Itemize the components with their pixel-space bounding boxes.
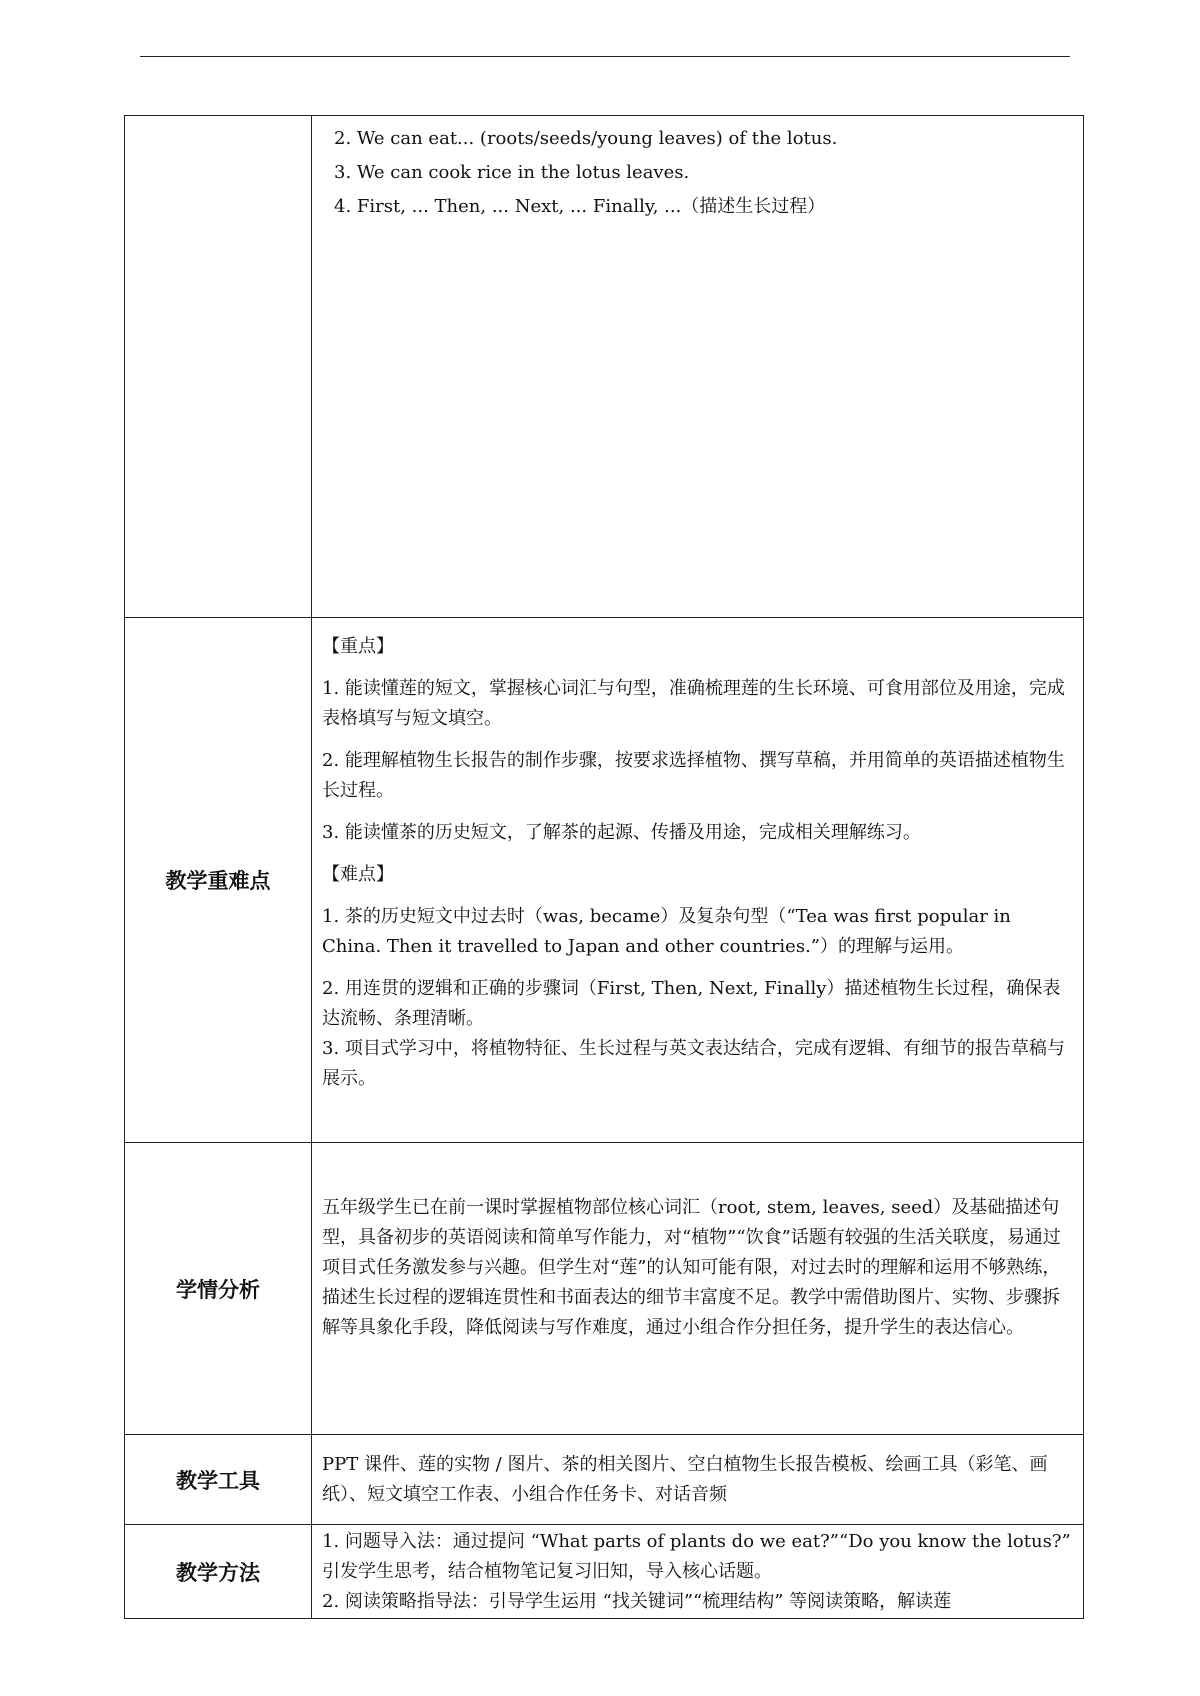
analysis-text: 五年级学生已在前一课时掌握植物部位核心词汇（root, stem, leaves, seed）及基础描述句型，具备初步的英语阅读和简单写作能力，对“植物”“饮食”话题有较强的生活关联度，易通过项目式任务激发参与兴趣。但学生对“莲”的认知可能有限，对过去时的理解和运用不够熟练，描述生长过程的逻辑连贯性和书面表达的细节丰富度不足。教学中需借助图片、实物、步骤拆解等具象化手段，降低阅读与写作难度，通过小组合作分担任务，提升学生的表达信心。: [322, 1197, 1061, 1338]
method-line: 1. 问题导入法：通过提问 “What parts of plants do we eat?”“Do you know the lotus?” 引发学生思考，结合植物笔记复习旧知，导入核心话题。: [322, 1531, 1071, 1582]
table-row-key-points: [125, 618, 1084, 1143]
table-row-analysis: [125, 1143, 1084, 1435]
zhongdian-item: 1. 能读懂莲的短文，掌握核心词汇与句型，准确梳理莲的生长环境、可食用部位及用途，完成表格填写与短文填空。: [322, 678, 1065, 729]
sentence-line: 3. We can cook rice in the lotus leaves.: [334, 162, 690, 183]
table-row-sentences: [125, 116, 1084, 618]
methods-cell: [312, 1525, 1084, 1619]
tools-text: PPT 课件、莲的实物 / 图片、茶的相关图片、空白植物生长报告模板、绘画工具（彩笔、画纸）、短文填空工作表、小组合作任务卡、对话音频: [322, 1453, 1048, 1505]
zhongdian-item: 3. 能读懂茶的历史短文，了解茶的起源、传播及用途，完成相关理解练习。: [322, 822, 921, 843]
lesson-plan-table: [124, 115, 1084, 1619]
nandian-heading: 【难点】: [322, 864, 394, 885]
key-points-cell: [312, 618, 1084, 1143]
sentence-line: 2. We can eat... (roots/seeds/young leaves) of the lotus.: [334, 128, 838, 149]
nandian-item: 2. 用连贯的逻辑和正确的步骤词（First, Then, Next, Finally）描述植物生长过程，确保表达流畅、条理清晰。: [322, 978, 1061, 1029]
row-label-key-points: 教学重难点: [125, 618, 312, 1143]
row-label-tools: 教学工具: [125, 1435, 312, 1525]
nandian-item: 1. 茶的历史短文中过去时（was, became）及复杂句型（“Tea was first popular in China. Then it travelled to Japan and other countries.”）的理解与运用。: [322, 906, 1011, 957]
header-rule: [140, 56, 1070, 57]
tools-cell: [312, 1435, 1084, 1525]
analysis-cell: [312, 1143, 1084, 1435]
sentences-cell: [312, 116, 1084, 618]
table-row-tools: [125, 1435, 1084, 1525]
row-label-analysis: 学情分析: [125, 1143, 312, 1435]
method-line: 2. 阅读策略指导法：引导学生运用 “找关键词”“梳理结构” 等阅读策略，解读莲: [322, 1591, 952, 1612]
zhongdian-item: 2. 能理解植物生长报告的制作步骤，按要求选择植物、撰写草稿，并用简单的英语描述植物生长过程。: [322, 750, 1065, 801]
nandian-item: 3. 项目式学习中，将植物特征、生长过程与英文表达结合，完成有逻辑、有细节的报告草稿与展示。: [322, 1038, 1065, 1089]
row-label-methods: 教学方法: [125, 1525, 312, 1619]
zhongdian-heading: 【重点】: [322, 636, 394, 657]
sentence-line: 4. First, ... Then, ... Next, ... Finally, ...（描述生长过程）: [334, 196, 826, 217]
row-label-empty: [125, 116, 312, 618]
table-row-methods: [125, 1525, 1084, 1619]
